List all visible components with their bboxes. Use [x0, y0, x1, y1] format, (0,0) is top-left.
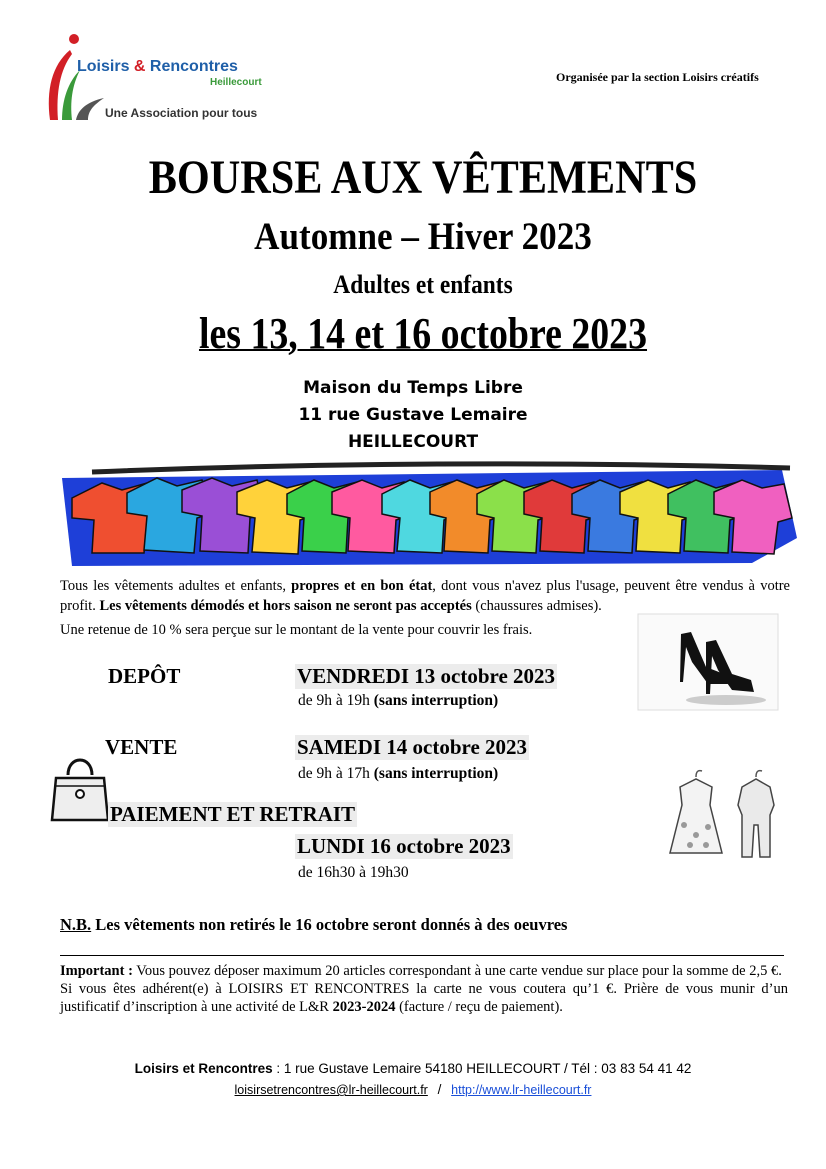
fee-paragraph: Une retenue de 10 % sera perçue sur le montant de la vente pour couvrir les frais. [60, 622, 533, 638]
dates-title: les 13, 14 et 16 octobre 2023 [198, 309, 648, 358]
clothes-rack-illustration [52, 458, 802, 573]
season-title: Automne – Hiver 2023 [254, 215, 592, 258]
depot-time: de 9h à 19h (sans interruption) [298, 692, 499, 709]
main-title: BOURSE AUX VÊTEMENTS [148, 151, 698, 204]
footer-address: Loisirs et Rencontres : 1 rue Gustave Lemaire 54180 HEILLECOURT / Tél : 03 83 54 41 42 [134, 1061, 692, 1076]
important-block: Important : Vous pouvez déposer maximum 20 articles correspondant à une carte vendue sur place pour la somme de 2,5 €. Si vous êtes adhérent(e) à LOISIRS ET RENCONTRES la carte ne vous coutera qu’1 €. Prière de vous munir d’un justificatif d’inscription à une activité de L&R 2023-2024 (facture / reçu de paiement). [60, 963, 788, 1015]
retrait-date: LUNDI 16 octobre 2023 [297, 834, 511, 858]
vente-time: de 9h à 17h (sans interruption) [298, 765, 499, 782]
footer-separator: / [437, 1082, 442, 1097]
handbag-icon [50, 750, 110, 825]
retrait-label: PAIEMENT ET RETRAIT [110, 802, 356, 826]
logo-name: Loisirs & Rencontres [77, 58, 238, 75]
footer-links [0, 1082, 826, 1097]
organised-by: Organisée par la section Loisirs créatifs [556, 70, 759, 84]
retrait-time: de 16h30 à 19h30 [298, 864, 409, 881]
audience-title: Adultes et enfants [333, 270, 513, 299]
depot-label: DEPÔT [108, 664, 181, 688]
venue-street: 11 rue Gustave Lemaire [298, 405, 528, 425]
logo-swoosh-icon [42, 30, 114, 125]
depot-date: VENDREDI 13 octobre 2023 [297, 664, 556, 688]
kids-clothes-icon [666, 765, 786, 865]
email-link[interactable]: loisirsetrencontres@lr-heillecourt.fr [234, 1083, 428, 1097]
venue-name: Maison du Temps Libre [303, 378, 523, 398]
logo-town: Heillecourt [210, 77, 262, 88]
logo-tagline: Une Association pour tous [105, 106, 258, 120]
vente-date: SAMEDI 14 octobre 2023 [297, 735, 528, 759]
high-heels-icon [636, 612, 786, 722]
divider [60, 955, 784, 956]
website-link[interactable]: http://www.lr-heillecourt.fr [451, 1083, 592, 1097]
vente-label: VENTE [105, 735, 178, 759]
nb-note: N.B. Les vêtements non retirés le 16 octobre seront donnés à des oeuvres [60, 915, 568, 934]
venue-town: HEILLECOURT [347, 432, 479, 452]
intro-paragraph: Tous les vêtements adultes et enfants, propres et en bon état, dont vous n'avez plus l'usage, peuvent être vendus à votre profit. Les vêtements démodés et hors saison ne seront pas acceptés (chaussures admises). [60, 578, 790, 614]
